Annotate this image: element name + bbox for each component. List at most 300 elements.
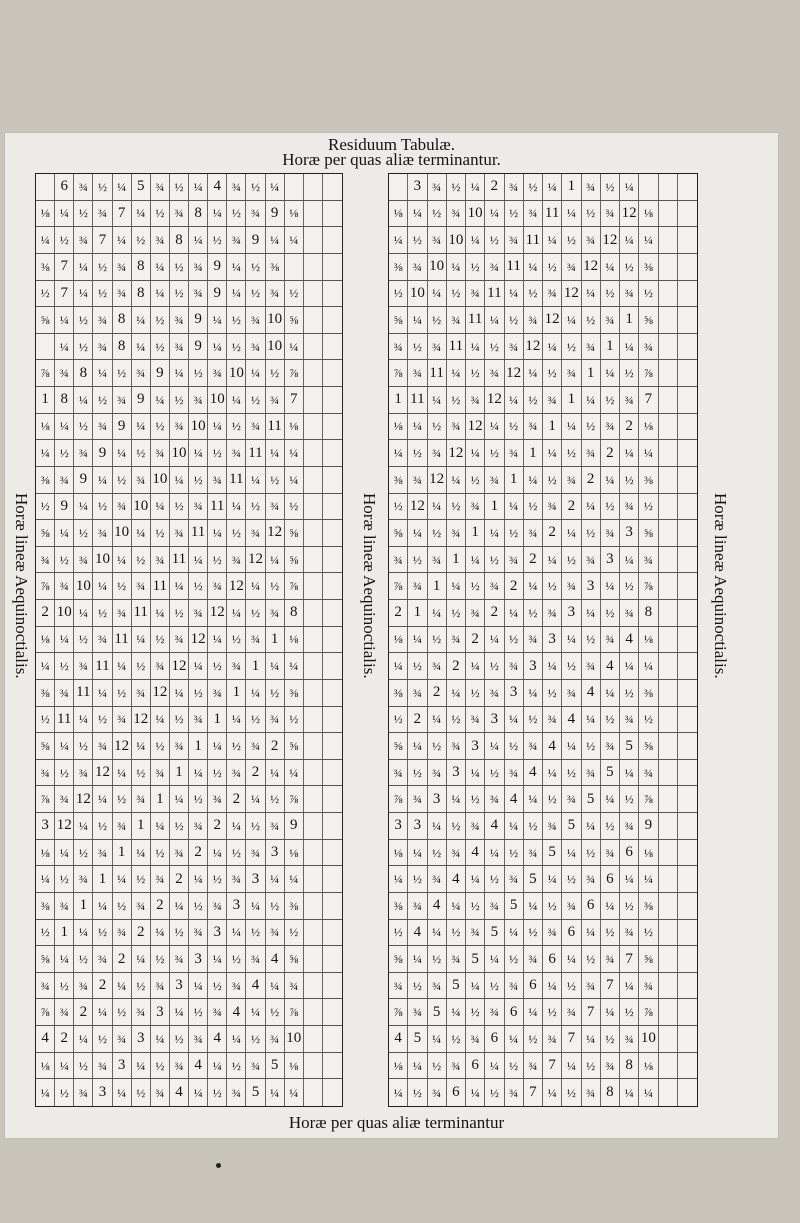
table-cell: ½ <box>208 760 227 786</box>
table-cell <box>304 600 323 626</box>
table-cell: ½ <box>408 227 427 253</box>
table-cell: 3 <box>189 946 208 972</box>
table-cell: 1 <box>266 627 285 653</box>
table-cell: ¼ <box>55 307 74 333</box>
table-row <box>389 254 697 281</box>
table-cell: ½ <box>132 547 151 573</box>
table-row <box>389 627 697 654</box>
table-cell: ¾ <box>170 840 189 866</box>
table-cell: ⅜ <box>285 680 304 706</box>
table-cell: ¼ <box>620 866 639 892</box>
table-cell: ½ <box>151 627 170 653</box>
table-cell: 11 <box>93 653 112 679</box>
table-row <box>389 707 697 734</box>
table-cell: ¼ <box>408 520 427 546</box>
table-cell: ¼ <box>485 520 504 546</box>
table-cell: 1 <box>36 387 55 413</box>
table-cell: ¼ <box>36 653 55 679</box>
table-cell: 12 <box>408 494 427 520</box>
table-row <box>389 467 697 494</box>
table-cell: ½ <box>639 494 658 520</box>
table-cell: ¼ <box>485 201 504 227</box>
table-row <box>36 201 342 228</box>
table-cell: ½ <box>428 946 447 972</box>
table-cell: 6 <box>601 866 620 892</box>
table-cell: ¼ <box>562 307 581 333</box>
table-cell <box>323 760 342 786</box>
table-cell: ⅜ <box>36 893 55 919</box>
table-cell: ¾ <box>524 1053 543 1079</box>
table-cell <box>659 760 678 786</box>
table-cell: 6 <box>543 946 562 972</box>
table-cell <box>304 840 323 866</box>
table-cell <box>285 174 304 200</box>
table-cell: ½ <box>36 920 55 946</box>
table-cell: ½ <box>266 467 285 493</box>
table-cell: 8 <box>170 227 189 253</box>
table-cell: 5 <box>428 999 447 1025</box>
table-cell: ¾ <box>246 520 265 546</box>
table-cell: ¼ <box>524 360 543 386</box>
table-cell: ⅝ <box>389 307 408 333</box>
table-cell: ½ <box>639 707 658 733</box>
table-cell: ¾ <box>562 680 581 706</box>
table-cell: ⅜ <box>266 254 285 280</box>
table-cell: ¼ <box>113 547 132 573</box>
table-cell: 8 <box>285 600 304 626</box>
table-cell: 8 <box>620 1053 639 1079</box>
table-cell: ½ <box>562 973 581 999</box>
table-cell: ¾ <box>505 334 524 360</box>
table-cell: ½ <box>170 600 189 626</box>
table-cell: ¼ <box>189 653 208 679</box>
table-cell: 7 <box>93 227 112 253</box>
table-cell: ¾ <box>208 360 227 386</box>
table-cell: ⅛ <box>389 414 408 440</box>
table-cell: ¾ <box>208 999 227 1025</box>
table-cell: ¼ <box>55 627 74 653</box>
table-cell <box>678 467 697 493</box>
table-cell: ½ <box>408 653 427 679</box>
table-cell: ½ <box>582 307 601 333</box>
table-cell: ½ <box>524 1026 543 1052</box>
table-cell: ½ <box>543 254 562 280</box>
table-cell: ¾ <box>74 866 93 892</box>
table-cell: ¾ <box>246 1053 265 1079</box>
table-cell: ¾ <box>266 1026 285 1052</box>
table-cell: 9 <box>55 494 74 520</box>
table-cell: ½ <box>466 893 485 919</box>
table-cell: ½ <box>447 174 466 200</box>
table-cell: 12 <box>543 307 562 333</box>
table-cell: ¾ <box>428 227 447 253</box>
table-cell <box>678 334 697 360</box>
table-cell: ¼ <box>447 254 466 280</box>
table-cell: ¾ <box>524 733 543 759</box>
table-cell <box>678 973 697 999</box>
table-cell: ¼ <box>189 760 208 786</box>
table-cell: ½ <box>227 307 246 333</box>
table-row <box>36 893 342 920</box>
table-cell: 3 <box>524 653 543 679</box>
table-cell: ⅛ <box>285 201 304 227</box>
table-cell: ⅜ <box>639 893 658 919</box>
table-cell: ¾ <box>447 733 466 759</box>
table-cell: ½ <box>170 920 189 946</box>
table-cell <box>304 281 323 307</box>
table-cell: ¼ <box>93 360 112 386</box>
table-cell: ½ <box>524 813 543 839</box>
table-cell <box>678 813 697 839</box>
table-cell: ¼ <box>246 573 265 599</box>
table-cell: 11 <box>246 440 265 466</box>
table-cell: 7 <box>582 999 601 1025</box>
table-cell: ¾ <box>620 920 639 946</box>
table-cell: 10 <box>208 387 227 413</box>
table-cell: ½ <box>601 600 620 626</box>
table-cell: ½ <box>74 733 93 759</box>
side-caption-right: Horæ lineæ Aequinoctialis. <box>711 493 730 679</box>
table-cell: ¾ <box>227 653 246 679</box>
table-cell: ¼ <box>408 1053 427 1079</box>
table-cell: ¾ <box>132 680 151 706</box>
table-row <box>36 1079 342 1106</box>
table-cell: ½ <box>505 840 524 866</box>
table-row <box>389 1079 697 1106</box>
table-cell: ¾ <box>428 973 447 999</box>
table-title: Residuum Tabulæ. <box>328 135 455 154</box>
table-cell: 12 <box>601 227 620 253</box>
table-cell: 11 <box>543 201 562 227</box>
table-cell: ¼ <box>447 680 466 706</box>
table-cell: ¼ <box>227 600 246 626</box>
table-cell: ¼ <box>266 547 285 573</box>
table-cell: ¼ <box>132 520 151 546</box>
table-cell: ½ <box>466 786 485 812</box>
table-cell <box>323 1079 342 1106</box>
table-cell: 4 <box>562 707 581 733</box>
table-cell: ¼ <box>408 414 427 440</box>
table-row <box>389 440 697 467</box>
table-cell: 2 <box>466 627 485 653</box>
table-cell <box>323 334 342 360</box>
table-cell: ¾ <box>113 813 132 839</box>
table-cell <box>36 174 55 200</box>
table-cell: ¼ <box>389 227 408 253</box>
table-cell: 8 <box>74 360 93 386</box>
table-cell: ¼ <box>543 227 562 253</box>
table-cell: 5 <box>601 760 620 786</box>
table-cell: ⅝ <box>36 520 55 546</box>
table-cell <box>323 174 342 200</box>
table-cell: 10 <box>132 494 151 520</box>
table-cell: ¼ <box>246 999 265 1025</box>
table-cell: ½ <box>601 174 620 200</box>
table-cell: ¾ <box>151 227 170 253</box>
table-cell <box>323 387 342 413</box>
table-cell: ½ <box>601 387 620 413</box>
table-cell: ½ <box>408 334 427 360</box>
table-cell: ¾ <box>151 174 170 200</box>
table-cell: ⅞ <box>36 999 55 1025</box>
table-cell: ⅝ <box>639 307 658 333</box>
table-cell: 2 <box>620 414 639 440</box>
table-cell: ½ <box>601 707 620 733</box>
table-cell: ½ <box>93 600 112 626</box>
table-cell: ¾ <box>93 946 112 972</box>
table-row <box>36 467 342 494</box>
table-cell: 4 <box>170 1079 189 1106</box>
table-cell: 5 <box>466 946 485 972</box>
table-cell: ½ <box>93 920 112 946</box>
table-cell: ¼ <box>639 866 658 892</box>
table-cell: 9 <box>189 334 208 360</box>
table-row <box>389 201 697 228</box>
table-cell: 9 <box>93 440 112 466</box>
table-row <box>36 281 342 308</box>
table-cell: 1 <box>55 920 74 946</box>
table-cell <box>678 600 697 626</box>
table-cell: ¾ <box>428 653 447 679</box>
table-cell: ¼ <box>132 946 151 972</box>
table-cell: 9 <box>639 813 658 839</box>
table-cell: ½ <box>562 440 581 466</box>
table-cell: ⅜ <box>285 893 304 919</box>
table-row <box>389 281 697 308</box>
table-cell: ¾ <box>601 307 620 333</box>
table-cell: ¼ <box>485 414 504 440</box>
table-cell: ¼ <box>620 174 639 200</box>
table-cell: ¾ <box>428 760 447 786</box>
table-cell: 3 <box>505 680 524 706</box>
table-cell: 3 <box>562 600 581 626</box>
table-cell: ¼ <box>543 440 562 466</box>
table-cell: ¼ <box>132 414 151 440</box>
table-cell: ¼ <box>505 813 524 839</box>
table-cell: ¼ <box>620 653 639 679</box>
table-cell: ¾ <box>389 973 408 999</box>
table-cell: ½ <box>170 1026 189 1052</box>
table-cell: ½ <box>582 840 601 866</box>
table-cell: ½ <box>227 1053 246 1079</box>
table-cell: ¾ <box>505 653 524 679</box>
table-cell: ⅜ <box>389 680 408 706</box>
table-cell: 11 <box>227 467 246 493</box>
table-cell: ½ <box>208 653 227 679</box>
table-cell <box>678 760 697 786</box>
table-row <box>36 334 342 361</box>
table-cell: ¼ <box>428 281 447 307</box>
table-cell: ½ <box>408 760 427 786</box>
table-cell: 2 <box>227 786 246 812</box>
table-cell: ⅛ <box>639 840 658 866</box>
table-cell: 4 <box>582 680 601 706</box>
table-cell: ¼ <box>151 254 170 280</box>
table-cell: 3 <box>36 813 55 839</box>
table-cell: ½ <box>227 414 246 440</box>
table-cell: 3 <box>132 1026 151 1052</box>
table-cell: 6 <box>620 840 639 866</box>
table-cell: 1 <box>505 467 524 493</box>
table-cell <box>323 946 342 972</box>
table-cell: ½ <box>170 813 189 839</box>
table-cell: 4 <box>208 1026 227 1052</box>
table-cell: 12 <box>170 653 189 679</box>
table-cell <box>323 680 342 706</box>
table-cell: ¾ <box>428 440 447 466</box>
table-cell: ¾ <box>93 733 112 759</box>
table-cell: ¼ <box>601 999 620 1025</box>
table-cell <box>678 1079 697 1106</box>
table-cell: ⅛ <box>285 840 304 866</box>
table-cell: 1 <box>562 174 581 200</box>
table-cell: ½ <box>132 866 151 892</box>
table-cell: 11 <box>505 254 524 280</box>
table-cell: 12 <box>93 760 112 786</box>
table-cell: ½ <box>227 840 246 866</box>
table-cell: ⅞ <box>36 360 55 386</box>
table-cell: ½ <box>55 866 74 892</box>
table-row <box>389 840 697 867</box>
table-cell: ¾ <box>543 1026 562 1052</box>
table-cell: 4 <box>246 973 265 999</box>
table-cell: ¾ <box>408 999 427 1025</box>
table-cell: ½ <box>36 281 55 307</box>
table-cell: ½ <box>543 360 562 386</box>
table-cell: 7 <box>55 281 74 307</box>
table-cell: ¾ <box>266 387 285 413</box>
table-cell <box>678 440 697 466</box>
table-cell <box>304 999 323 1025</box>
table-cell: ¼ <box>227 254 246 280</box>
table-cell: 1 <box>208 707 227 733</box>
table-cell: ¾ <box>74 440 93 466</box>
table-cell: ½ <box>466 680 485 706</box>
table-cell: ¾ <box>170 1053 189 1079</box>
table-cell: 2 <box>389 600 408 626</box>
table-cell: 12 <box>562 281 581 307</box>
table-cell: 1 <box>74 893 93 919</box>
table-cell: 1 <box>601 334 620 360</box>
table-cell: ⅛ <box>285 1053 304 1079</box>
table-cell: ¼ <box>428 707 447 733</box>
table-cell: ⅝ <box>639 733 658 759</box>
table-cell <box>323 227 342 253</box>
footer-caption: Horæ per quas aliæ terminantur <box>288 1113 505 1132</box>
table-cell: ¾ <box>447 307 466 333</box>
table-cell: ¾ <box>227 440 246 466</box>
table-cell: ½ <box>601 494 620 520</box>
table-row <box>36 307 342 334</box>
table-cell: 1 <box>132 813 151 839</box>
table-cell: 3 <box>266 840 285 866</box>
table-cell: ½ <box>389 281 408 307</box>
table-cell: ¼ <box>562 627 581 653</box>
table-cell: ½ <box>620 254 639 280</box>
table-cell <box>304 334 323 360</box>
table-cell: ¾ <box>285 973 304 999</box>
table-cell: ¾ <box>113 281 132 307</box>
table-cell: 8 <box>113 334 132 360</box>
table-cell <box>659 494 678 520</box>
table-cell: 12 <box>524 334 543 360</box>
table-row <box>36 254 342 281</box>
table-cell: ¼ <box>505 600 524 626</box>
table-cell: ½ <box>74 1053 93 1079</box>
table-cell <box>678 227 697 253</box>
table-cell <box>323 467 342 493</box>
table-cell: ¼ <box>208 1053 227 1079</box>
table-cell <box>304 653 323 679</box>
table-cell <box>659 201 678 227</box>
table-cell: ½ <box>246 281 265 307</box>
table-cell: ¾ <box>208 893 227 919</box>
table-cell: ¾ <box>266 600 285 626</box>
table-cell: ¾ <box>639 547 658 573</box>
table-cell: ⅜ <box>36 680 55 706</box>
table-cell: ¼ <box>408 733 427 759</box>
table-cell: 1 <box>466 520 485 546</box>
table-cell: 2 <box>266 733 285 759</box>
table-cell: ¾ <box>543 281 562 307</box>
table-cell: ½ <box>93 1026 112 1052</box>
table-cell: 8 <box>189 201 208 227</box>
table-cell: ½ <box>189 573 208 599</box>
table-cell: ¼ <box>246 893 265 919</box>
table-cell: 1 <box>189 733 208 759</box>
table-cell <box>323 733 342 759</box>
table-cell: ½ <box>266 999 285 1025</box>
table-cell: ¾ <box>601 627 620 653</box>
table-cell: ½ <box>246 174 265 200</box>
table-cell: 2 <box>55 1026 74 1052</box>
table-cell: ⅞ <box>639 360 658 386</box>
table-cell <box>304 227 323 253</box>
table-cell: ¾ <box>113 600 132 626</box>
table-cell: 2 <box>113 946 132 972</box>
table-cell: 1 <box>151 786 170 812</box>
table-cell: ¾ <box>74 227 93 253</box>
table-cell: ¼ <box>113 227 132 253</box>
table-row <box>389 520 697 547</box>
table-cell: 5 <box>620 733 639 759</box>
table-cell: ¼ <box>151 813 170 839</box>
table-cell <box>678 786 697 812</box>
table-cell: ½ <box>74 840 93 866</box>
table-cell: ¾ <box>266 281 285 307</box>
table-cell: 11 <box>189 520 208 546</box>
table-cell: ¾ <box>389 760 408 786</box>
table-cell: ¾ <box>132 786 151 812</box>
table-cell: ⅜ <box>389 467 408 493</box>
table-cell <box>304 174 323 200</box>
table-cell: ⅛ <box>285 414 304 440</box>
table-cell: ¾ <box>428 1079 447 1106</box>
table-row <box>389 653 697 680</box>
table-cell: ¾ <box>132 893 151 919</box>
table-cell: ½ <box>408 1079 427 1106</box>
table-cell: ¼ <box>505 707 524 733</box>
table-cell <box>659 360 678 386</box>
table-cell: 5 <box>447 973 466 999</box>
table-cell: ¾ <box>582 866 601 892</box>
table-cell: ¾ <box>543 707 562 733</box>
table-cell: ¼ <box>428 387 447 413</box>
table-cell: ½ <box>208 866 227 892</box>
table-cell: ¾ <box>55 573 74 599</box>
table-cell <box>678 840 697 866</box>
table-cell: ½ <box>408 973 427 999</box>
